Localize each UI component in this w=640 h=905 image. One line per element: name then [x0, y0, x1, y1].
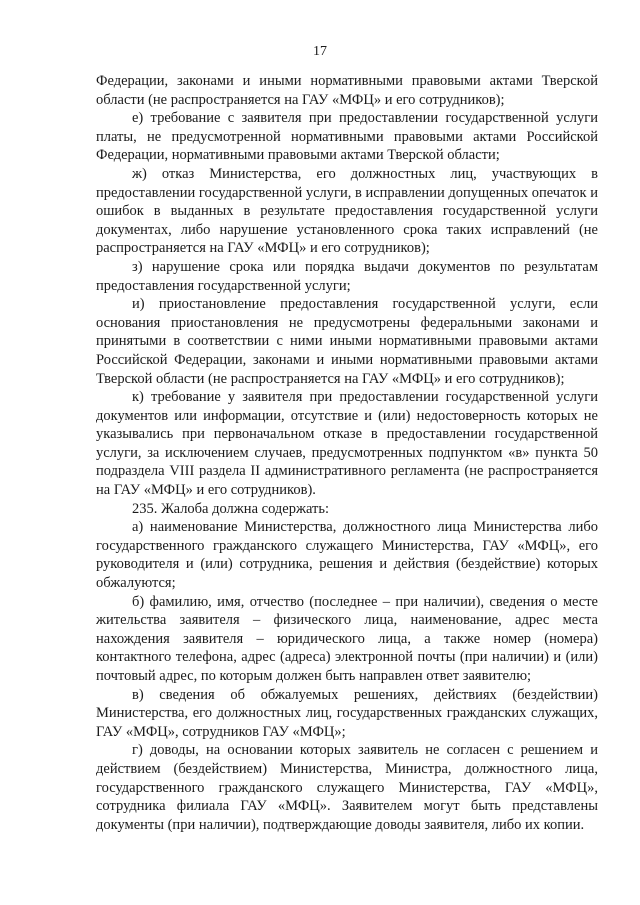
page-number: 17: [313, 44, 327, 59]
paragraph-item-zh: ж) отказ Министерства, его должностных лиц, участвующих в предоставлении государственной услуги, в исправлении допущенных опечаток и ошибок в выданных в результате предоставления государственной услуги документах, либо нарушение установленного срока таких исправлений (не распространяется на ГАУ «МФЦ» и его сотрудников);: [96, 165, 598, 257]
paragraph-item-g: г) доводы, на основании которых заявитель не согласен с решением и действием (бездействием) Министерства, Министра, должностного лица, государственного гражданского служащего Министерства, ГАУ «МФЦ», сотрудника филиала ГАУ «МФЦ». Заявителем могут быть представлены документы (при наличии), подтверждающие доводы заявителя, либо их копии.: [96, 742, 598, 833]
paragraph-item-b: б) фамилию, имя, отчество (последнее – при наличии), сведения о месте жительства заявителя – физического лица, наименование, адрес места нахождения заявителя – юридического лица, а также номер (номера) контактного телефона, адрес (адреса) электронной почты (при наличии) и (или) почтовый адрес, по которым должен быть направлен ответ заявителю;: [96, 593, 598, 684]
document-body: [96, 72, 598, 834]
paragraph-continuation: Федерации, законами и иными нормативными правовыми актами Тверской области (не распространяется на ГАУ «МФЦ» и его сотрудников);: [96, 73, 598, 108]
paragraph-item-e: е) требование с заявителя при предоставлении государственной услуги платы, не предусмотренной нормативными правовыми актами Российской Федерации, нормативными правовыми актами Тверской области;: [96, 110, 598, 164]
paragraph-item-a: а) наименование Министерства, должностного лица Министерства либо государственного гражданского служащего Министерства, ГАУ «МФЦ», его руководителя и (или) сотрудника, решения и действия (бездействие) которых обжалуются;: [96, 519, 598, 592]
paragraph-section-235: 235. Жалоба должна содержать:: [132, 500, 330, 517]
paragraph-item-v: в) сведения об обжалуемых решениях, действиях (бездействии) Министерства, его должностных лиц, государственных гражданских служащих, ГАУ «МФЦ», сотрудников ГАУ «МФЦ»;: [96, 686, 598, 740]
paragraph-item-z: з) нарушение срока или порядка выдачи документов по результатам предоставления государственной услуги;: [96, 258, 598, 294]
paragraph-item-k: к) требование у заявителя при предоставлении государственной услуги документов или информации, отсутствие и (или) недостоверность которых не указывались при первоначальном отказе в предоставлении государственной услуги, за исключением случаев, предусмотренных подпунктом «в» пункта 50 подраздела VIII раздела II административного регламента (не распространяется на ГАУ «МФЦ» и его сотрудников).: [96, 389, 598, 499]
paragraph-item-i: и) приостановление предоставления государственной услуги, если основания приостановления не предусмотрены федеральными законами и принятыми в соответствии с ними иными нормативными правовыми актами Российской Федерации, законами и иными нормативными правовыми актами Тверской области (не распространяется на ГАУ «МФЦ» и его сотрудников);: [96, 296, 598, 387]
